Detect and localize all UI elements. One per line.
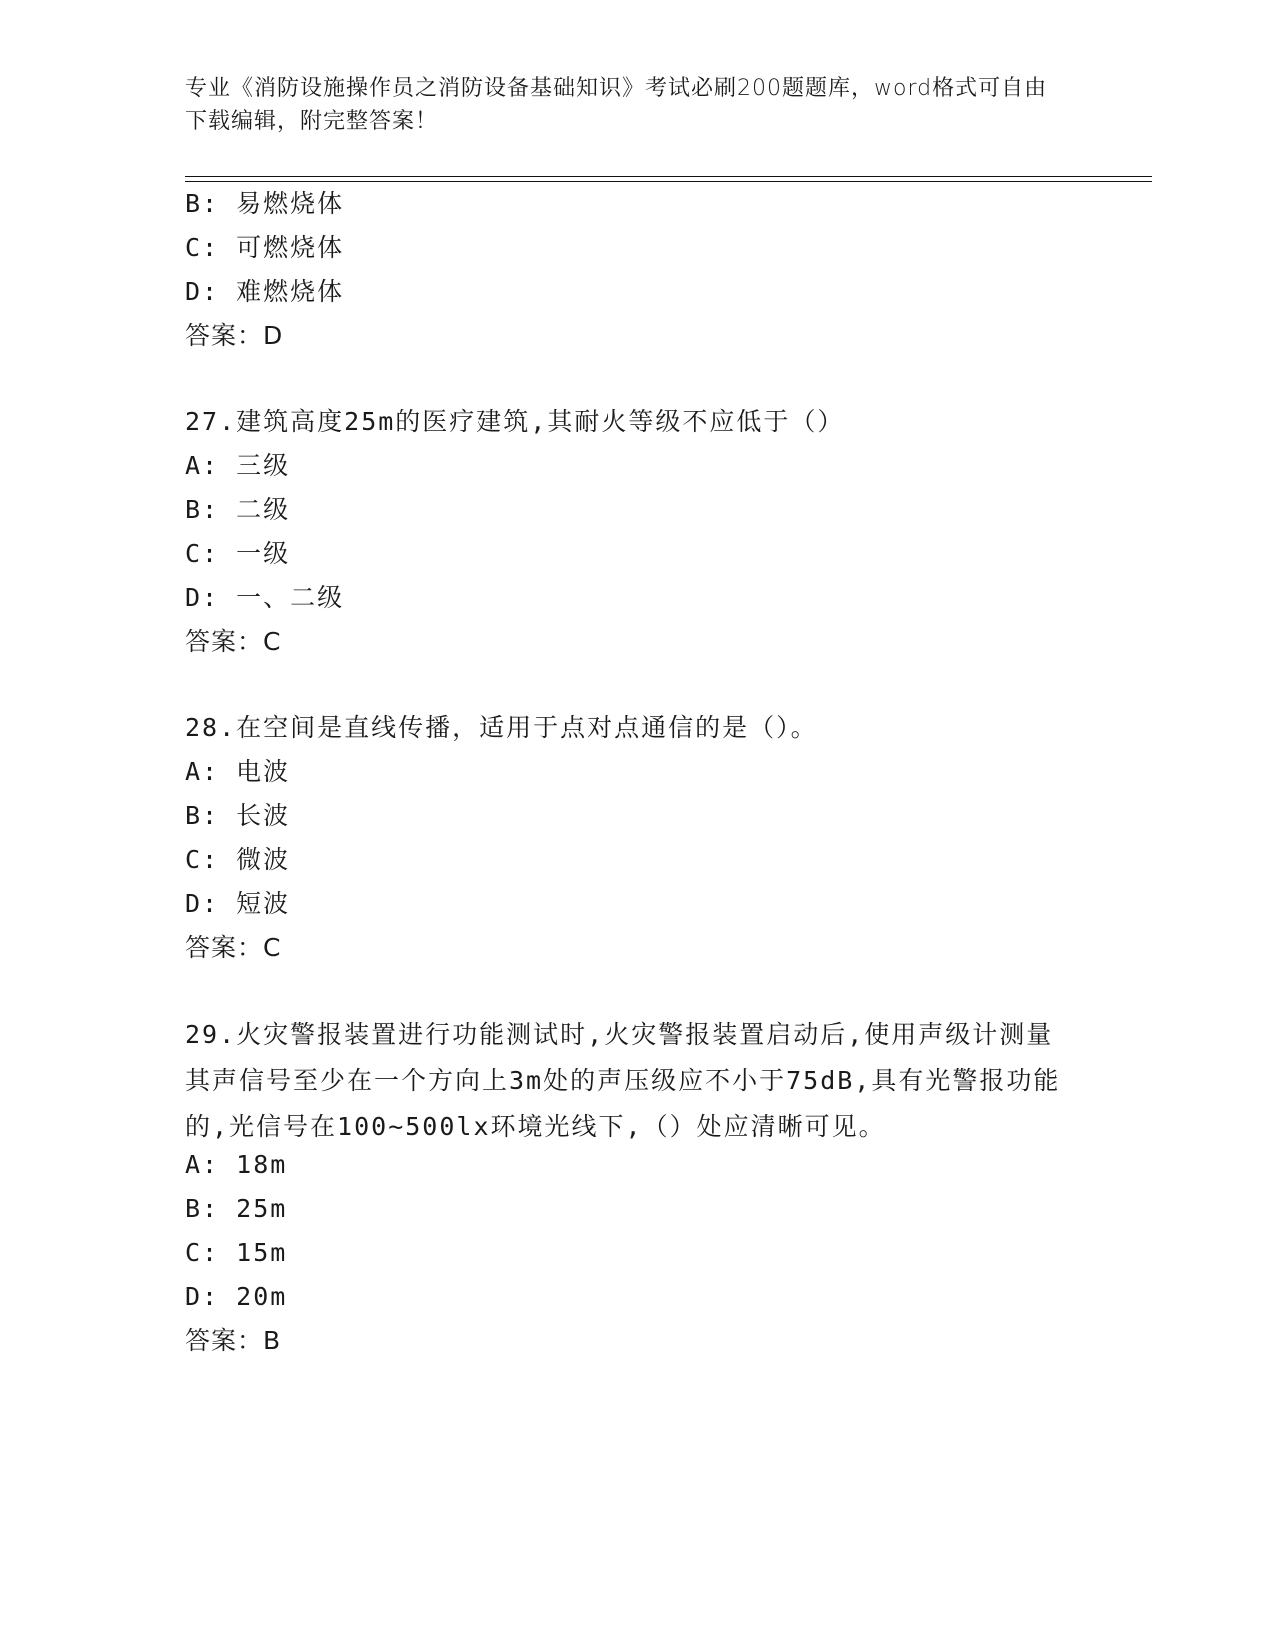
q27-option-c: C: 一级: [185, 539, 291, 568]
q29-option-d: D: 20m: [185, 1282, 288, 1311]
q29-option-b: B: 25m: [185, 1194, 288, 1223]
document-header: 专业《消防设施操作员之消防设备基础知识》考试必刷200题题库，word格式可自由下载编辑，附完整答案！: [185, 76, 1048, 134]
q27-option-d: D: 一、二级: [185, 583, 345, 612]
q29-question: 29.火灾警报装置进行功能测试时,火灾警报装置启动后,使用声级计测量其声信号至少在一个方向上3m处的声压级应不小于75dB,具有光警报功能的,光信号在100~500lx环境光线下,（）处应清晰可见。: [185, 1020, 1061, 1141]
q28-answer: 答案：C: [185, 933, 282, 962]
q26-option-b: B: 易燃烧体: [185, 189, 345, 218]
q28-option-c: C: 微波: [185, 845, 291, 874]
q29-option-c: C: 15m: [185, 1238, 288, 1267]
q28-option-a: A: 电波: [185, 757, 291, 786]
q26-option-d: D: 难燃烧体: [185, 277, 345, 306]
q28-option-b: B: 长波: [185, 801, 291, 830]
q27-option-b: B: 二级: [185, 495, 291, 524]
q29-answer: 答案：B: [185, 1326, 282, 1355]
q29-option-a: A: 18m: [185, 1150, 288, 1179]
header-divider-bottom: [185, 181, 1152, 182]
q26-option-c: C: 可燃烧体: [185, 233, 345, 262]
header-divider-top: [185, 176, 1152, 177]
q28-question: 28.在空间是直线传播，适用于点对点通信的是（）。: [185, 713, 818, 742]
q28-option-d: D: 短波: [185, 889, 291, 918]
q27-answer: 答案：C: [185, 627, 282, 656]
q27-question: 27.建筑高度25m的医疗建筑,其耐火等级不应低于（）: [185, 407, 845, 436]
q27-option-a: A: 三级: [185, 451, 291, 480]
q26-answer: 答案：D: [185, 321, 284, 350]
